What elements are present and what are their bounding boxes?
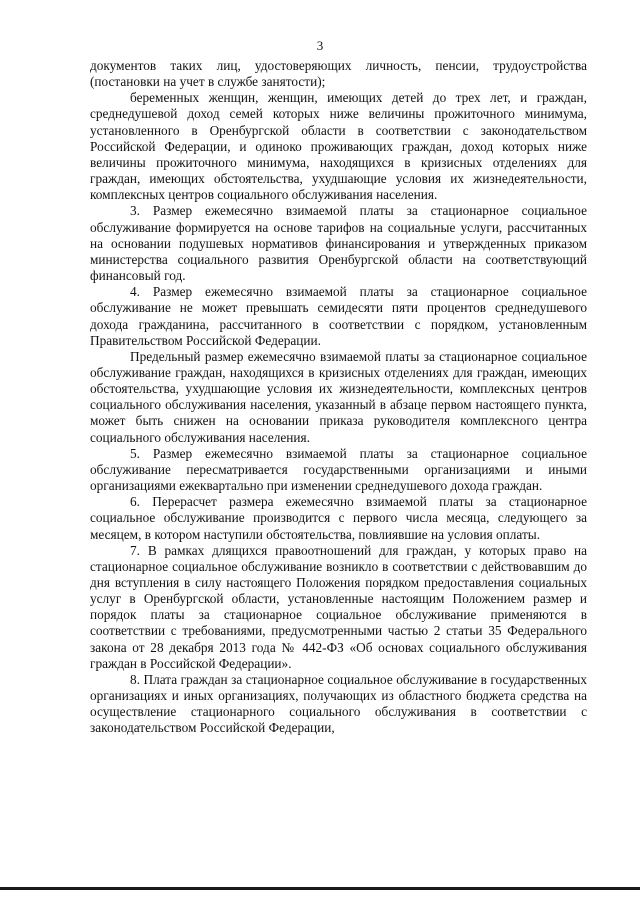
paragraph-item-8: 8. Плата граждан за стационарное социальное обслуживание в государственных организациях и иных организациях, получающих из областного бюджета средства на осуществление стационарного социального обслуживания в соответствии с законодательством Российской Федерации, [90, 671, 587, 736]
paragraph-item-7: 7. В рамках длящихся правоотношений для граждан, у которых право на стационарное социальное обслуживание возникло в соответствии с действовавшим до дня вступления в силу настоящего Положения порядком предоставления социальных услуг в Оренбургской области, установленные настоящим Положением размер и порядок платы за стационарное социальное обслуживание применяются в соответствии с требованиями, предусмотренными частью 2 статьи 35 Федерального закона от 28 декабря 2013 года № 442-ФЗ «Об основах социального обслуживания граждан в Российской Федерации». [90, 542, 587, 671]
paragraph-item-4-limit: Предельный размер ежемесячно взимаемой платы за стационарное социальное обслуживание граждан, находящихся в кризисных отделениях для граждан, имеющих обстоятельства, ухудшающие условия их жизнедеятельности, комплексных центров социального обслуживания населения, указанный в абзаце первом настоящего пункта, может быть снижен на основании приказа руководителя комплексного центра социального обслуживания населения. [90, 348, 587, 445]
paragraph-item-4: 4. Размер ежемесячно взимаемой платы за стационарное социальное обслуживание не может превышать семидесяти пяти процентов среднедушевого дохода гражданина, рассчитанного в соответствии с порядком, установленным Правительством Российской Федерации. [90, 284, 587, 348]
document-body [90, 58, 587, 737]
paragraph-item-6: 6. Перерасчет размера ежемесячно взимаемой платы за стационарное социальное обслуживание производится с первого числа месяца, следующего за месяцем, в котором наступили обстоятельства, повлиявшие на условия оплаты. [90, 494, 587, 542]
paragraph-pregnant-women-clause: беременных женщин, женщин, имеющих детей до трех лет, и граждан, среднедушевой доход семей которых ниже величины прожиточного минимума, установленного в Оренбургской области в соответствии с законодательством Российской Федерации, и одиноко проживающих граждан, доход которых ниже величины прожиточного минимума, находящихся в кризисных отделениях для граждан, имеющих обстоятельства, ухудшающие условия их жизнедеятельности, комплексных центров социального обслуживания населения. [90, 90, 587, 203]
bottom-scan-edge [0, 887, 640, 890]
paragraph-continuation: документов таких лиц, удостоверяющих личность, пенсии, трудоустройства (постановки на учет в службе занятости); [90, 58, 587, 90]
paragraph-item-3: 3. Размер ежемесячно взимаемой платы за стационарное социальное обслуживание формируется на основе тарифов на социальные услуги, рассчитанных на основании подушевых нормативов финансирования и утвержденных приказом министерства социального развития Оренбургской области на соответствующий финансовый год. [90, 203, 587, 284]
paragraph-item-5: 5. Размер ежемесячно взимаемой платы за стационарное социальное обслуживание пересматривается государственными организациями и иными организациями ежеквартально при изменении среднедушевого дохода граждан. [90, 445, 587, 494]
page-number: 3 [316, 38, 324, 53]
